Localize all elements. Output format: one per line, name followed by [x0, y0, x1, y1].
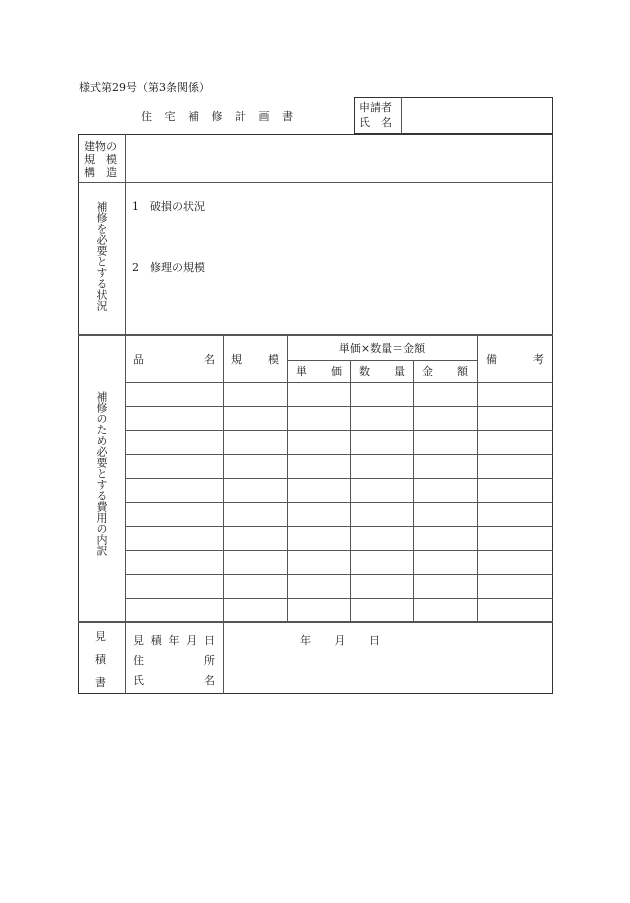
- building-label-3: [84, 166, 117, 179]
- estimate-date-char: 積: [150, 634, 162, 647]
- header-item-name: [133, 353, 215, 366]
- name-char: 氏: [133, 674, 144, 687]
- header-char: 品: [133, 353, 144, 366]
- name-label: [133, 674, 215, 687]
- header-char: 量: [394, 365, 405, 378]
- estimate-date-char: 日: [204, 634, 215, 647]
- date-unit-year: 年: [300, 634, 311, 647]
- header-quantity: [359, 365, 405, 378]
- row-divider-building: [78, 182, 553, 183]
- col-line: [413, 360, 414, 621]
- building-char: 規: [84, 153, 95, 166]
- applicant-name-field[interactable]: [403, 99, 551, 132]
- table-row-line: [125, 598, 553, 599]
- header-scale: [231, 353, 279, 366]
- damage-status-label: 1 破損の状況: [132, 200, 205, 213]
- group-header-divider: [287, 360, 477, 361]
- repair-scale-label: 2 修理の規模: [132, 261, 205, 274]
- name-char: 名: [204, 674, 215, 687]
- address-char: 住: [133, 654, 144, 667]
- table-row-line: [125, 550, 553, 551]
- estimate-date-char: 月: [186, 634, 198, 647]
- row-divider-situation: [78, 334, 553, 336]
- row-divider-costs: [78, 621, 553, 623]
- estimate-date-char: 見: [133, 634, 144, 647]
- table-row-line: [125, 526, 553, 527]
- situation-label: 補修を必要とする状況: [95, 201, 108, 311]
- title-char: 修: [211, 110, 223, 123]
- header-char: 考: [533, 353, 544, 366]
- table-row-line: [125, 502, 553, 503]
- estimate-label-char: 書: [95, 676, 106, 689]
- title-char: 書: [282, 110, 293, 123]
- building-field[interactable]: [127, 136, 551, 180]
- header-remarks: [486, 353, 544, 366]
- estimate-label-divider: [223, 623, 224, 694]
- title-char: 宅: [164, 110, 176, 123]
- applicant-divider: [401, 97, 402, 134]
- address-label: [133, 654, 215, 667]
- table-row-line: [125, 454, 553, 455]
- label-column-divider: [125, 134, 126, 694]
- header-char: 数: [359, 365, 370, 378]
- table-row-line: [125, 430, 553, 431]
- address-field[interactable]: [225, 650, 551, 668]
- situation-field[interactable]: [127, 184, 551, 332]
- building-label-1: 建物の: [84, 140, 117, 153]
- header-char: 備: [486, 353, 497, 366]
- building-char: 構: [84, 166, 95, 179]
- building-char: 造: [106, 166, 117, 179]
- table-header-bottom: [125, 382, 553, 383]
- table-row-line: [125, 574, 553, 575]
- header-amount: [422, 365, 468, 378]
- table-row-line: [125, 406, 553, 407]
- header-char: 名: [204, 353, 215, 366]
- header-char: 単: [296, 365, 307, 378]
- header-char: 価: [331, 365, 342, 378]
- applicant-name-label: [359, 116, 392, 129]
- col-line: [350, 360, 351, 621]
- header-char: 金: [422, 365, 433, 378]
- date-unit-day: 日: [369, 634, 380, 647]
- estimate-date-label: [133, 634, 215, 647]
- costs-label: 補修のため必要とする費用の内訳: [95, 391, 108, 556]
- estimate-date-char: 年: [168, 634, 180, 647]
- date-unit-month: 月: [334, 634, 346, 647]
- title-char: 住: [141, 110, 152, 123]
- applicant-label: 申請者: [359, 101, 392, 114]
- header-char: 額: [457, 365, 468, 378]
- estimate-date-field[interactable]: [225, 628, 551, 646]
- document-title: [141, 110, 293, 123]
- title-char: 計: [235, 110, 246, 123]
- header-char: 模: [268, 353, 279, 366]
- building-label-2: [84, 153, 117, 166]
- form-number: 様式第29号（第3条関係）: [79, 81, 210, 94]
- header-price-group: 単価×数量＝金額: [338, 342, 426, 355]
- estimate-label-char: 積: [95, 653, 106, 666]
- title-char: 補: [188, 110, 199, 123]
- applicant-name-char: 名: [381, 116, 392, 129]
- estimate-label-char: 見: [95, 630, 106, 643]
- building-char: 模: [106, 153, 117, 166]
- name-field[interactable]: [225, 670, 551, 690]
- applicant-name-char: 氏: [359, 116, 370, 129]
- title-char: 画: [258, 110, 270, 123]
- header-char: 規: [231, 353, 242, 366]
- address-char: 所: [204, 654, 215, 667]
- table-row-line: [125, 478, 553, 479]
- header-unit-price: [296, 365, 342, 378]
